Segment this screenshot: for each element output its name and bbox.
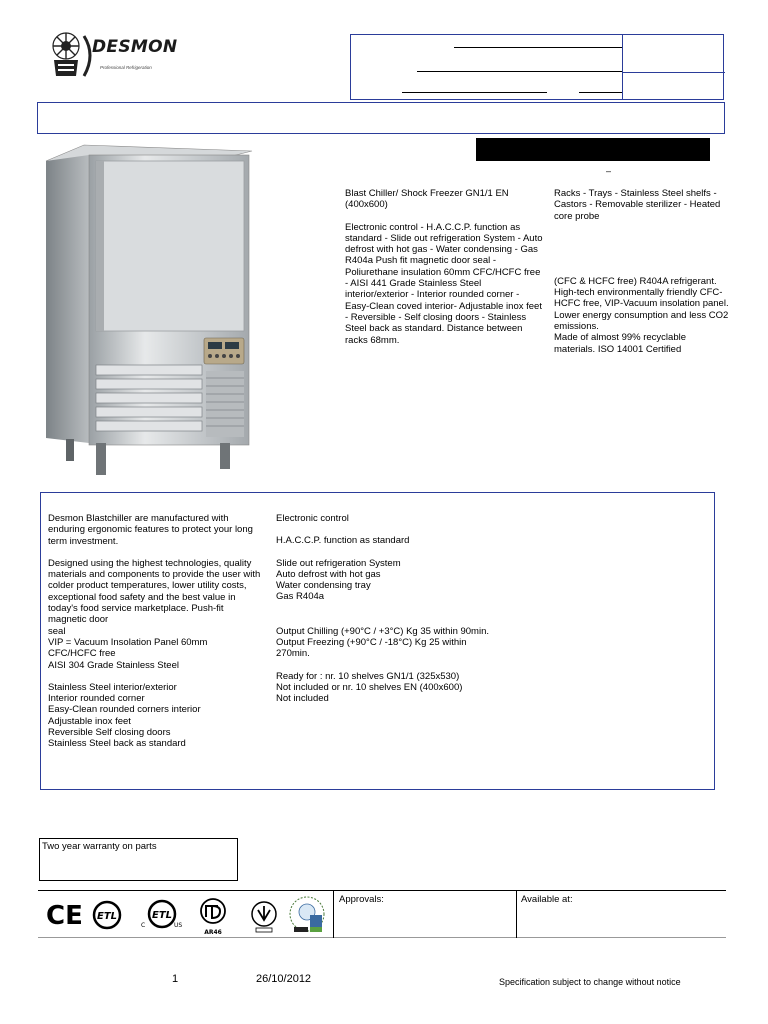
eco-text: (CFC & HCFC free) R404A refrigerant. High-tech environmentally friendly CFC-HCFC free, VIP-Vacuum insolation panel. Lower energy consumption and less CO2 emissions. Made of almost 99% recyclable materials. ISO 14001 Certified [554,275,729,355]
c-text: C [141,922,146,929]
etl-listed-icon [92,900,122,932]
available-at-label: Available at: [521,894,573,905]
ce-mark-icon: CE [46,901,83,931]
product-extras-column [554,188,729,355]
spec-capacity: Ready for : nr. 10 shelves GN1/1 (325x530) Not included or nr. 10 shelves EN (400x600) Not included [276,670,463,705]
us-text: US [174,922,183,929]
brand-name: DESMON [92,37,178,57]
spec-intro: Desmon Blastchiller are manufactured with enduring ergonomic features to protect your long term investment. [48,513,253,547]
logo-emblem-icon [53,33,90,76]
etl-text: ETL [96,911,118,922]
product-description-column [345,188,545,346]
blast-chiller-product-image [44,143,254,478]
brand-tagline: Professional Refrigeration [100,65,152,70]
spec-design: Designed using the highest technologies, quality materials and components to provide the user with colder product temperatures, lower utility costs, exceptional food safety and the best value in today's food service marketplace. Push-fit magnetic door seal VIP = Vacuum Insolation Panel 60mm CFC/HCFC free AISI 304 Grade Stainless Steel [48,557,261,671]
approvals-label: Approvals: [339,894,384,905]
spec-control: Electronic control [276,513,349,524]
c-etl-us-icon [138,898,186,932]
iso-quality-seal-icon [288,895,326,935]
spec-refrigeration: Slide out refrigeration System Auto defrost with hot gas Water condensing tray Gas R404a [276,557,401,603]
gost-code: AR46 [204,929,222,936]
spec-haccp: H.A.C.C.P. function as standard [276,535,410,547]
spec-output: Output Chilling (+90°C / +3°C) Kg 35 within 90min. Output Freezing (+90°C / -18°C) Kg 25 within 270min. [276,625,490,660]
model-field-line [454,47,622,48]
specs-right-column [276,513,491,705]
dash-mark: – [606,166,612,176]
page-number: 1 [172,973,179,985]
size-field-line [402,92,547,93]
model-banner [476,138,710,161]
warranty-box: Two year warranty on parts [39,838,238,881]
spec-construction: Stainless Steel interior/exterior Interior rounded corner Easy-Clean rounded corners interior Adjustable inox feet Reversible Self closing doors Stainless Steel back as standard [48,681,201,750]
etl-text-2: ETL [151,910,173,921]
code-field-line [417,71,622,72]
gost-r-icon [196,896,230,936]
product-name: Blast Chiller/ Shock Freezer GN1/1 EN (400x600) [345,188,509,211]
header-info-box [350,34,724,100]
product-title-bar [37,102,725,134]
document-date: 26/10/2012 [256,973,312,985]
specs-left-column [48,513,263,750]
product-features: Electronic control - H.A.C.C.P. function as standard - Slide out refrigeration System - Auto defrost with hot gas - Water condensing - Gas R404a Push fit magnetic door seal - Poliurethane insulation 60mm CFC/HCFC free - AISI 441 Grade Stainless Steel interior/exterior - Interior rounded corner - Easy-Clean coved interior- Adjustable inox feet - Reversible - Self closing doors - Stainless Steel back as standard. Distance between racks 68mm. [345,221,543,346]
ukraine-cert-icon [248,898,280,934]
price-field-line [579,92,622,93]
accessories-text: Racks - Trays - Stainless Steel shelfs - Castors - Removable sterilizer - Heated core probe [554,188,721,222]
disclaimer-note: Specification subject to change without notice [499,977,681,987]
